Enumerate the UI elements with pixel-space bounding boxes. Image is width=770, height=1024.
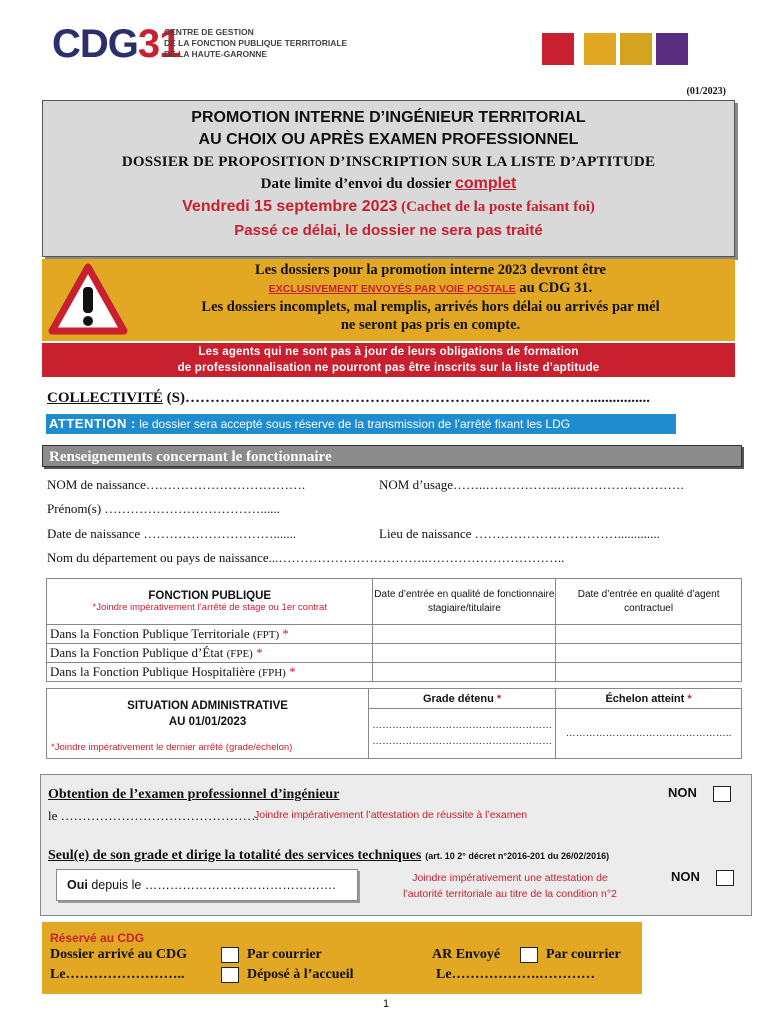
grade-line-2: ……………………………………………… xyxy=(372,735,553,747)
title-line-2: AU CHOIX OU APRÈS EXAMEN PROFESSIONNEL xyxy=(198,131,579,148)
depuis-text: depuis le ………………………………………. xyxy=(91,878,336,892)
nom-usage-field[interactable]: NOM d’usage……..……………..…..……………………. xyxy=(379,477,684,492)
fp-fph-titulaire-input[interactable] xyxy=(373,663,556,682)
date-naissance-field[interactable]: Date de naissance …………………………....... xyxy=(47,526,297,541)
nom-naissance-field[interactable]: NOM de naissance………………………………. xyxy=(47,477,306,492)
fp-fph-contractuel-input[interactable] xyxy=(556,663,742,682)
attestation-note xyxy=(370,870,650,902)
collectivite-field[interactable] xyxy=(47,390,650,407)
fp-fph-abbr: (FPH) xyxy=(258,666,286,679)
par-courrier-label: Par courrier xyxy=(247,947,322,962)
fp-header-note: *Joindre impérativement l’arrêté de stage ou 1er contrat xyxy=(92,602,327,613)
logo-line-3: DE LA HAUTE-GARONNE xyxy=(164,49,268,59)
fp-fph-star: * xyxy=(289,663,296,679)
training-notice-line-2: de professionnalisation ne pourront pas être inscrits sur la liste d’aptitude xyxy=(177,362,600,374)
situation-title-2: AU 01/01/2023 xyxy=(168,716,247,728)
deadline-warning: Passé ce délai, le dossier ne sera pas traité xyxy=(234,222,543,239)
fp-fpt-label: Dans la Fonction Publique Territoriale xyxy=(50,625,250,641)
situation-header-row xyxy=(47,689,742,709)
deadline-note: (Cachet de la poste faisant foi) xyxy=(401,199,595,215)
oui-depuis-field[interactable] xyxy=(56,869,358,901)
fp-row-fph xyxy=(47,663,742,682)
attestation-line-1: Joindre impérativement une attestation de xyxy=(412,872,608,884)
warning-line-2 xyxy=(128,279,733,298)
echelon-input[interactable] xyxy=(556,709,742,759)
collectivite-label: COLLECTIVITÉ xyxy=(47,390,163,406)
fonction-publique-table xyxy=(46,578,742,682)
page-number: 1 xyxy=(383,998,390,1010)
seul-grade-ref: (art. 10 2° décret n°2016-201 du 26/02/2016) xyxy=(425,851,610,861)
brand-square-purple xyxy=(656,33,688,65)
oui-label: Oui xyxy=(67,878,88,892)
warning-triangle-icon xyxy=(48,263,128,335)
examen-non-label: NON xyxy=(668,785,697,800)
title-box xyxy=(42,100,735,257)
grade-header xyxy=(369,689,556,709)
fp-fpt-contractuel-input[interactable] xyxy=(556,625,742,644)
fp-fpe-star: * xyxy=(256,644,263,660)
fp-fpe-contractuel-input[interactable] xyxy=(556,644,742,663)
echelon-label: Échelon atteint xyxy=(605,692,685,705)
brand-square-red xyxy=(542,33,574,65)
training-notice-line-1: Les agents qui ne sont pas à jour de leurs obligations de formation xyxy=(198,346,579,358)
warning-text xyxy=(128,261,733,334)
collectivite-dots: (S)………………………………………………………………………................ xyxy=(166,390,650,406)
reserve-le-1[interactable]: Le…………………….. xyxy=(50,967,185,982)
logo-line-1: CENTRE DE GESTION xyxy=(164,27,254,37)
situation-note: *Joindre impérativement le dernier arrêté (grade/échelon) xyxy=(51,742,293,753)
section-header-renseignements: Renseignements concernant le fonctionnaire xyxy=(42,445,742,467)
ar-courrier-checkbox[interactable] xyxy=(520,947,538,963)
fp-header-title: FONCTION PUBLIQUE xyxy=(148,590,272,602)
deadline-label: Date limite d’envoi du dossier xyxy=(260,176,452,192)
echelon-line: ………………………………………….. xyxy=(565,727,732,739)
logo-cdg-text: CDG xyxy=(52,22,138,66)
fp-fph-label: Dans la Fonction Publique Hospitalière xyxy=(50,663,256,679)
attestation-line-2: l’autorité territoriale au titre de la condition n°2 xyxy=(403,888,617,900)
deadline-date: Vendredi 15 septembre 2023 xyxy=(182,198,398,215)
logo-subtitle xyxy=(164,27,347,60)
grade-star: * xyxy=(496,692,502,705)
deadline-complet: complet xyxy=(454,175,517,192)
situation-table xyxy=(46,688,742,759)
ar-courrier-label: Par courrier xyxy=(546,947,621,962)
seul-grade-title: Seul(e) de son grade et dirige la totalité des services techniques xyxy=(48,848,422,863)
reserve-title: Réservé au CDG xyxy=(50,931,145,945)
fp-row-label xyxy=(47,663,373,682)
logo-line-2: DE LA FONCTION PUBLIQUE TERRITORIALE xyxy=(164,38,348,48)
deadline-date-line xyxy=(43,195,734,219)
fp-fpt-titulaire-input[interactable] xyxy=(373,625,556,644)
attention-banner xyxy=(46,414,676,434)
situation-title-1: SITUATION ADMINISTRATIVE xyxy=(127,700,288,712)
fp-row-label xyxy=(47,625,373,644)
seul-non-checkbox[interactable] xyxy=(716,870,734,886)
title-line-3: DOSSIER DE PROPOSITION D’INSCRIPTION SUR LA LISTE D’APTITUDE xyxy=(121,154,656,170)
attention-label: ATTENTION : xyxy=(49,416,136,431)
grade-line-1: ……………………………………………… xyxy=(372,719,553,731)
lieu-naissance-field[interactable]: Lieu de naissance ……………………………............. xyxy=(379,526,660,541)
brand-square-yellow xyxy=(584,33,616,65)
document-reference: (01/2023) xyxy=(686,86,726,97)
depose-accueil-checkbox[interactable] xyxy=(221,967,239,983)
departement-field[interactable]: Nom du département ou pays de naissance...……………………………..………………………….. xyxy=(47,550,565,565)
seul-grade-line xyxy=(48,846,609,864)
examen-note: Joindre impérativement l’attestation de réussite à l’examen xyxy=(254,809,528,821)
reserve-le-2[interactable]: Le……………….………… xyxy=(436,967,596,982)
fp-row-label xyxy=(47,644,373,663)
fp-row-fpe xyxy=(47,644,742,663)
fp-fpe-label: Dans la Fonction Publique d’État xyxy=(50,644,224,660)
echelon-header xyxy=(556,689,742,709)
par-courrier-checkbox[interactable] xyxy=(221,947,239,963)
attention-text: le dossier sera accepté sous réserve de la transmission de l’arrêté fixant les LDG xyxy=(139,417,571,431)
cdg31-logo xyxy=(52,22,352,72)
ar-envoye-label: AR Envoyé xyxy=(432,947,501,962)
examen-title: Obtention de l’examen professionnel d’ingénieur xyxy=(48,787,340,802)
grade-input[interactable] xyxy=(369,709,556,759)
warning-line-3: Les dossiers incomplets, mal remplis, arrivés hors délai ou arrivés par mél xyxy=(201,299,660,315)
warning-exclusive: EXCLUSIVEMENT ENVOYÉS PAR VOIE POSTALE xyxy=(268,283,516,295)
prenom-field[interactable]: Prénom(s) ………………………………...... xyxy=(47,501,280,516)
echelon-star: * xyxy=(687,692,692,705)
fp-header-row xyxy=(47,579,742,625)
deadline-line xyxy=(43,173,734,195)
brand-square-gold xyxy=(620,33,652,65)
fp-col-titulaire: Date d’entrée en qualité de fonctionnaire stagiaire/titulaire xyxy=(373,579,556,625)
seul-non-label: NON xyxy=(671,869,700,884)
warning-line-4: ne seront pas pris en compte. xyxy=(340,317,521,333)
depose-accueil-label: Déposé à l’accueil xyxy=(247,967,354,982)
examen-date-field[interactable]: le ………………………………………. xyxy=(48,808,259,823)
fp-header-cell xyxy=(47,579,373,625)
fp-fpt-star: * xyxy=(282,625,289,641)
logo-31-text: 31 xyxy=(137,22,181,66)
grade-label: Grade détenu xyxy=(422,692,494,705)
examen-non-checkbox[interactable] xyxy=(713,786,731,802)
training-notice-band xyxy=(42,343,735,377)
fp-col-contractuel: Date d’entrée en qualité d’agent contractuel xyxy=(556,579,742,625)
warning-line-2-end: au CDG 31. xyxy=(519,280,593,296)
reserve-arrive: Dossier arrivé au CDG xyxy=(50,947,187,962)
fp-fpt-abbr: (FPT) xyxy=(252,628,280,641)
fp-fpe-titulaire-input[interactable] xyxy=(373,644,556,663)
fp-fpe-abbr: (FPE) xyxy=(226,647,253,660)
fp-row-fpt xyxy=(47,625,742,644)
title-line-1: PROMOTION INTERNE D’INGÉNIEUR TERRITORIAL xyxy=(191,109,586,126)
warning-line-1: Les dossiers pour la promotion interne 2023 devront être xyxy=(255,262,606,278)
situation-title-cell xyxy=(47,689,369,759)
